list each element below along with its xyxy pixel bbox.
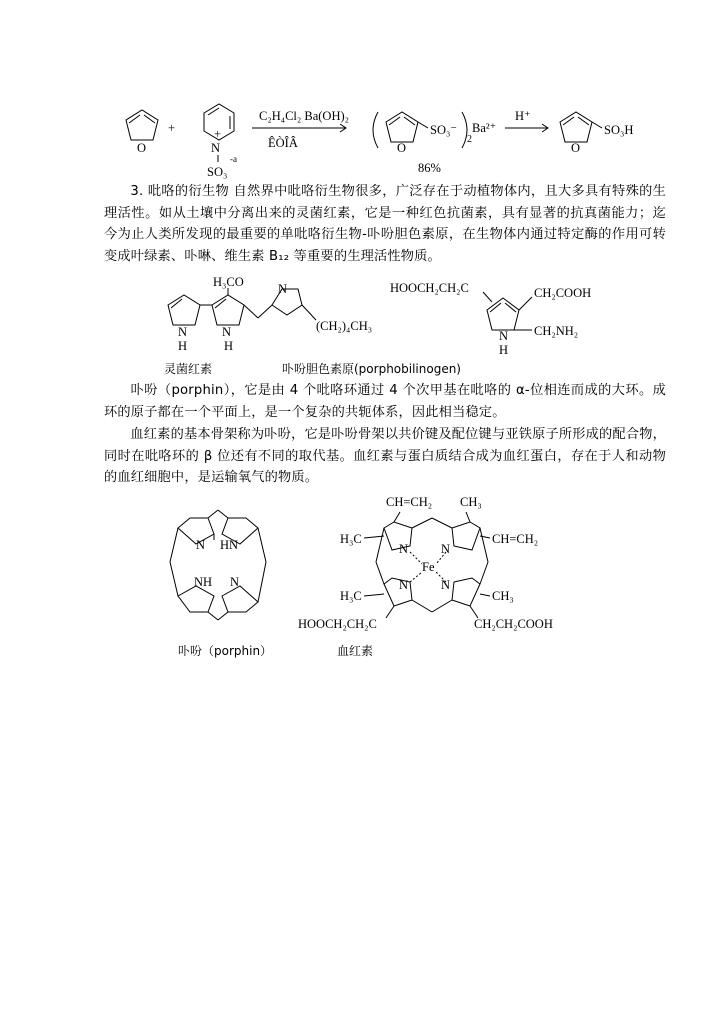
svg-text:Ba²⁺: Ba²⁺ [472, 121, 497, 135]
paragraph-porphin: 卟吩（porphin），它是由 4 个吡咯环通过 4 个次甲基在吡咯的 α-位相连而成的大环。成环的原子都在一个平面上，是一个复杂的共轭体系，因此相当稳定。 [104, 383, 666, 420]
svg-text:N: N [278, 282, 288, 296]
svg-text:NH: NH [194, 575, 213, 589]
svg-text:N: N [230, 575, 240, 589]
svg-text:N: N [399, 542, 409, 556]
svg-text:SO₃⁻: SO₃⁻ [430, 123, 457, 137]
yield-label: 86% [418, 161, 441, 175]
porphin-caption: 卟吩（porphin） [178, 644, 273, 658]
svg-text:CH=CH₂: CH=CH₂ [492, 532, 539, 546]
paragraph-pyrrole-derivatives: 3. 吡咯的衍生物 自然界中吡咯衍生物很多，广泛存在于动植物体内，且大多具有特殊的生理活性。如从土壤中分离出来的灵菌红素，它是一种红色抗菌素，具有显著的抗真菌能力；迄今为止人类所发现的最重要的单吡咯衍生物-卟吩胆色素原，在生物体内通过特定酶的作用可转变成叶绿素、卟啉、维生素 B₁₂ 等重要的生理活性物质。 [104, 184, 666, 264]
svg-text:N: N [196, 538, 206, 552]
reagent-top: C₂H₄Cl₂ Ba(OH)₂ [259, 109, 349, 123]
svg-text:SO₃: SO₃ [207, 165, 228, 179]
svg-text:O: O [571, 141, 581, 155]
heme-caption: 血红素 [337, 644, 374, 658]
porphin-structure [170, 510, 266, 620]
svg-text:H₃C: H₃C [340, 589, 362, 603]
svg-text:(CH₂)₄CH₃: (CH₂)₄CH₃ [316, 319, 373, 333]
svg-text:Fe: Fe [422, 560, 435, 574]
svg-text:HN: HN [220, 538, 239, 552]
reagent-bottom: ÊÒÎÂ [268, 136, 298, 150]
svg-text:N: N [441, 542, 451, 556]
svg-text:N: N [211, 141, 221, 155]
svg-text:O: O [397, 141, 407, 155]
svg-text:N: N [399, 578, 409, 592]
svg-text:HOOCH₂CH₂C: HOOCH₂CH₂C [390, 281, 469, 295]
svg-text:N: N [222, 325, 232, 339]
svg-text:-a: -a [230, 154, 237, 164]
svg-text:HOOCH₂CH₂C: HOOCH₂CH₂C [298, 617, 377, 631]
svg-text:CH₃: CH₃ [492, 589, 514, 603]
heme-structure [298, 495, 553, 631]
svg-text:+: + [214, 127, 222, 141]
svg-text:CH₂COOH: CH₂COOH [534, 286, 592, 300]
svg-text:O: O [137, 141, 147, 155]
paragraph-heme: 血红素的基本骨架称为卟吩，它是卟吩骨架以共价键及配位键与亚铁原子所形成的配合物，同时在吡咯环的 β 位还有不同的取代基。血红素与蛋白质结合成为血红蛋白，存在于人和动物的血红细胞中，是运输氧气的物质。 [104, 427, 666, 485]
porphobilinogen-caption: 卟吩胆色素原(porphobilinogen) [282, 362, 461, 376]
prodigiosin-caption: 灵菌红素 [164, 362, 213, 376]
plus-sign: + [168, 121, 176, 135]
acid-label: H⁺ [515, 109, 531, 123]
svg-text:H₃C: H₃C [340, 532, 362, 546]
svg-text:CH₂NH₂: CH₂NH₂ [534, 324, 579, 338]
svg-text:CH₂CH₂COOH: CH₂CH₂COOH [474, 617, 553, 631]
svg-text:H: H [178, 339, 188, 353]
svg-text:SO₃H: SO₃H [604, 123, 634, 137]
svg-text:N: N [441, 578, 451, 592]
svg-text:2: 2 [467, 134, 472, 145]
svg-text:CH=CH₂: CH=CH₂ [386, 495, 433, 509]
svg-text:H: H [224, 339, 234, 353]
svg-text:CH₃: CH₃ [460, 495, 482, 509]
svg-text:H: H [499, 343, 509, 357]
svg-text:H₃CO: H₃CO [213, 275, 244, 289]
svg-text:N: N [178, 325, 188, 339]
svg-text:N: N [499, 329, 509, 343]
